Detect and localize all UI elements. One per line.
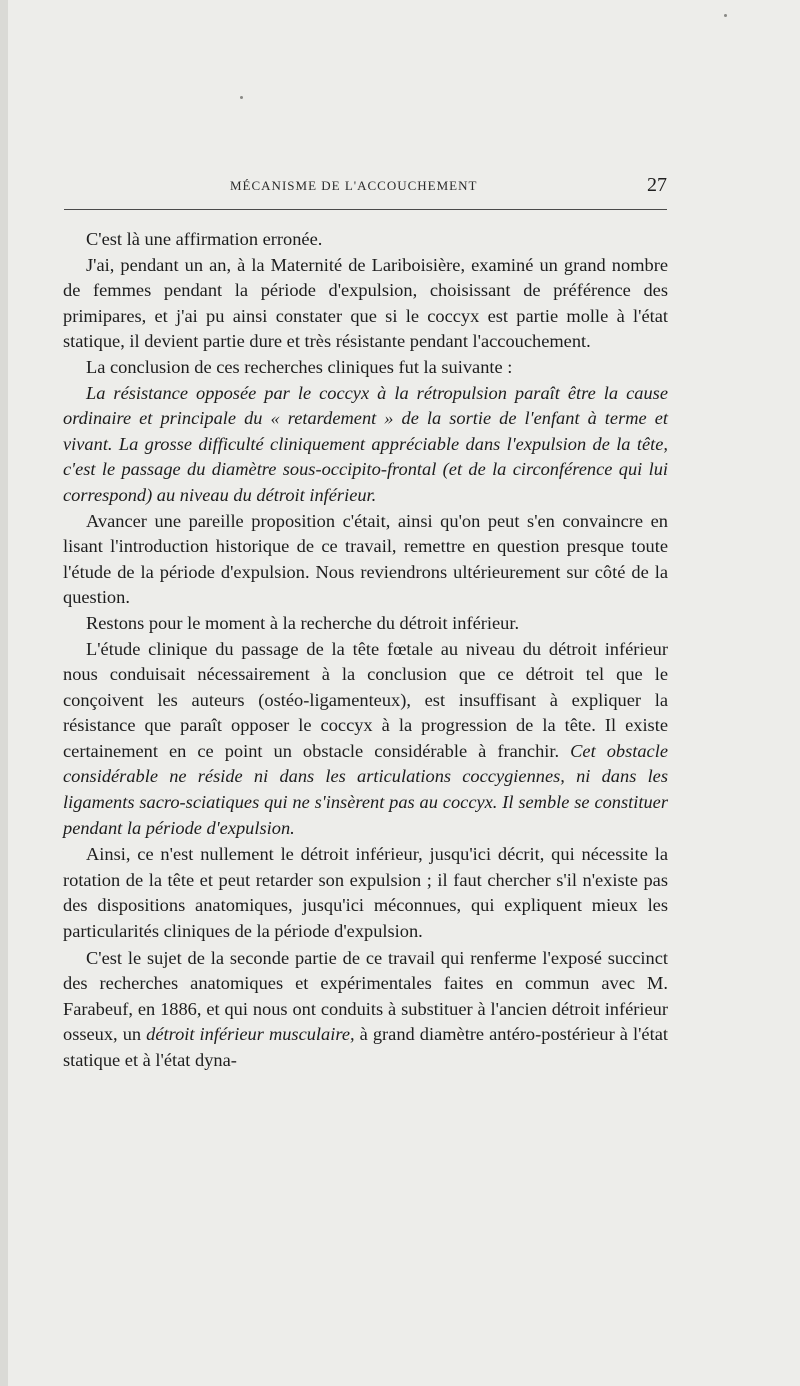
paragraph: Restons pour le moment à la recherche du détroit inférieur. (86, 612, 520, 633)
header-rule (64, 209, 667, 210)
paragraph (63, 637, 668, 842)
body-text (63, 227, 668, 1074)
text-run: C'est le sujet de la seconde partie de ce travail qui renferme l'exposé succinct des recherches anatomiques et expérimentales faites en commun avec M. Farabeuf, en 1886, et qui nous ont conduits à substituer à l'ancien détroit inférieur osseux, un (63, 947, 668, 1045)
text-run-italic: Cet obstacle considérable ne réside ni dans les articulations coccygiennes, ni dans les ligaments sacro-sciatiques qui ne s'insèrent pas au coccyx. Il semble se constituer pendant la période d'expulsion. (63, 740, 668, 838)
paragraph: J'ai, pendant un an, à la Maternité de Lariboisière, examiné un grand nombre de femmes pendant la période d'expulsion, choisissant de préférence des primipares, et j'ai pu ainsi constater que si le coccyx est partie molle à l'état statique, il devient partie dure et très résistante pendant l'accouchement. (63, 254, 668, 352)
paragraph: La conclusion de ces recherches cliniques fut la suivante : (86, 356, 513, 377)
page-number: 27 (647, 174, 667, 196)
paragraph: Avancer une pareille proposition c'était, ainsi qu'on peut s'en convaincre en lisant l'introduction historique de ce travail, remettre en question presque toute l'étude de la période d'expulsion. Nous reviendrons ultérieurement sur côté de la question. (63, 510, 668, 608)
running-title: MÉCANISME DE L'ACCOUCHEMENT (230, 178, 478, 193)
text-run: L'étude clinique du passage de la tête fœtale au niveau du détroit inférieur nous conduisait nécessairement à la conclusion que ce détroit tel que le conçoivent les auteurs (ostéo-ligamenteux), est insuffisant à expliquer la résistance que paraît opposer le coccyx à la progression de la tête. Il existe certainement en ce point un obstacle considérable à franchir. (63, 638, 668, 761)
paragraph: Ainsi, ce n'est nullement le détroit inférieur, jusqu'ici décrit, qui nécessite la rotation de la tête et peut retarder son expulsion ; il faut chercher s'il n'existe pas des dispositions anatomiques, jusqu'ici méconnues, qui expliquent mieux les particularités cliniques de la période d'expulsion. (63, 844, 668, 942)
paper-speck (240, 96, 243, 99)
paragraph (63, 946, 668, 1074)
running-head (64, 174, 667, 198)
text-run-italic: détroit inférieur musculaire, (146, 1024, 355, 1045)
paragraph: C'est là une affirmation erronée. (86, 229, 323, 249)
paper-speck (724, 14, 727, 17)
text-run: à grand diamètre antéro-postérieur à l'état statique et à l'état dyna- (63, 1024, 668, 1070)
paragraph-italic: La résistance opposée par le coccyx à la rétropulsion paraît être la cause ordinaire et principale du « retardement » de la sortie de l'enfant à terme et vivant. La grosse difficulté cliniquement appréciable dans l'expulsion de la tête, c'est le passage du diamètre sous-occipito-frontal (et de la circonférence qui lui correspond) au niveau du détroit inférieur. (63, 382, 668, 505)
